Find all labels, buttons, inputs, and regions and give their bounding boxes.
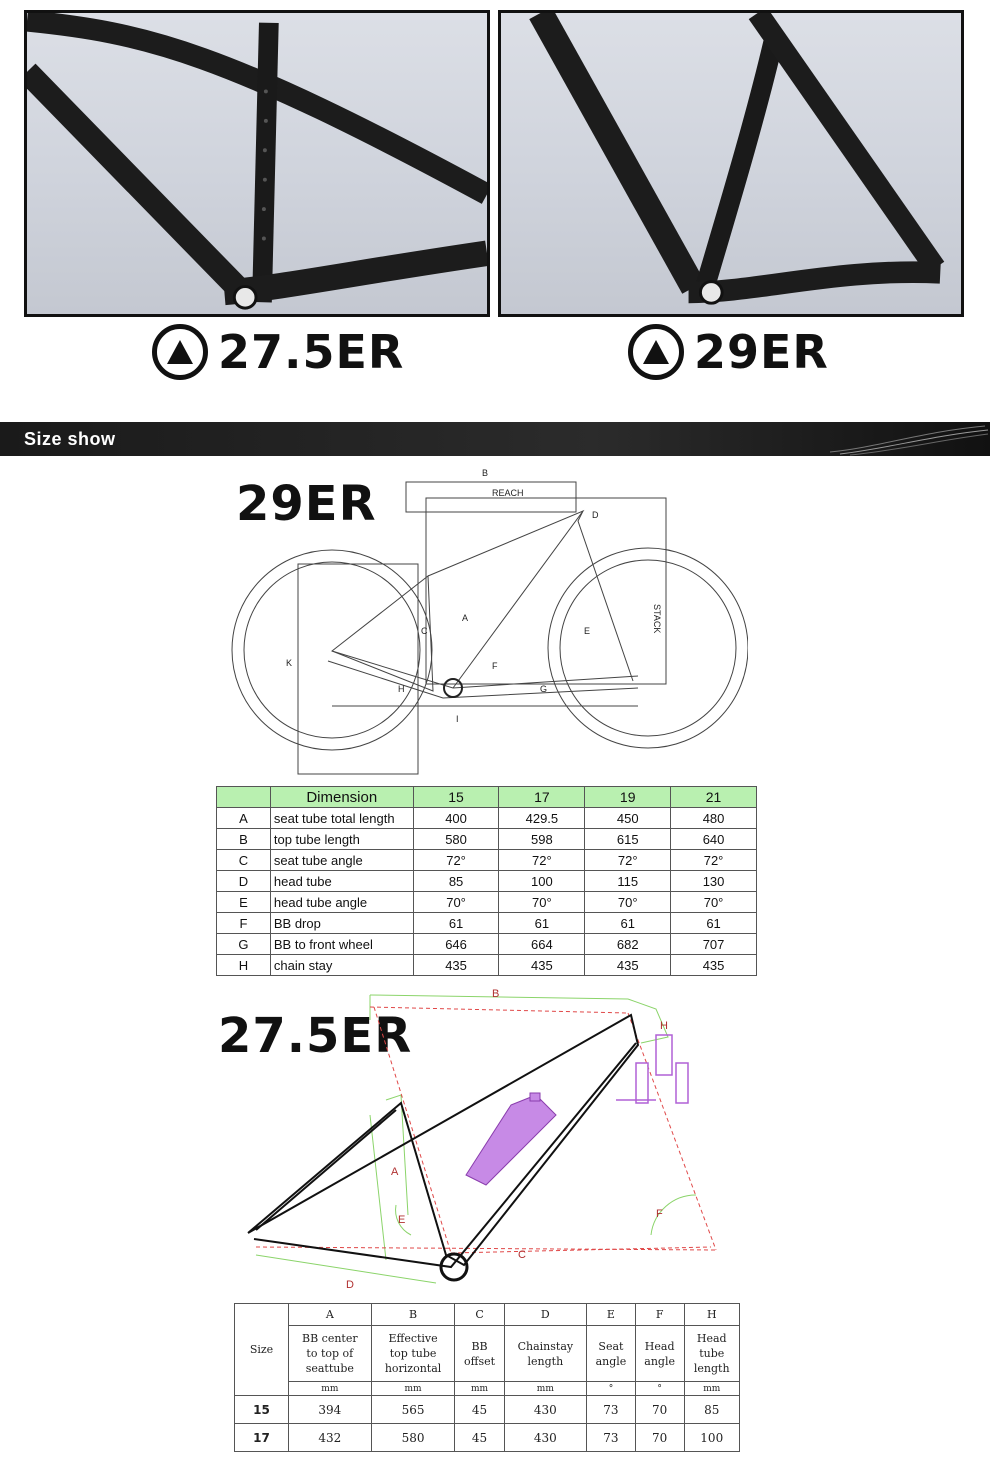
row-value: 61 xyxy=(413,913,499,934)
row-value: 707 xyxy=(671,934,757,955)
label-29-text: 29ER xyxy=(694,325,829,379)
heading-29: 29ER xyxy=(236,476,377,532)
geometry-table-275 xyxy=(234,1303,740,1452)
col-desc-line: seattube xyxy=(305,1362,354,1375)
row-value: 85 xyxy=(413,871,499,892)
row-value: 450 xyxy=(585,808,671,829)
table-row xyxy=(217,871,757,892)
row-value: 429.5 xyxy=(499,808,585,829)
col-desc xyxy=(289,1326,372,1382)
dim-g-label-29: G xyxy=(540,684,548,694)
dim-f-label-275: F xyxy=(656,1208,663,1220)
col-unit: mm xyxy=(289,1382,372,1396)
col-desc-line: BB center xyxy=(302,1332,358,1345)
col-desc-line: length xyxy=(693,1362,730,1375)
row-value: 394 xyxy=(289,1396,372,1424)
row-value: 45 xyxy=(455,1396,504,1424)
row-value: 100 xyxy=(684,1424,740,1452)
dim-a-label-29: A xyxy=(462,613,469,623)
row-letter: C xyxy=(217,850,271,871)
row-letter: E xyxy=(217,892,271,913)
col-desc-line: offset xyxy=(464,1354,496,1368)
col-desc xyxy=(684,1326,740,1382)
row-desc: BB to front wheel xyxy=(270,934,413,955)
row-value: 130 xyxy=(671,871,757,892)
col-desc-line: Head xyxy=(696,1332,727,1345)
row-value: 72° xyxy=(671,850,757,871)
row-value: 70 xyxy=(635,1424,684,1452)
col-desc-line: Seat xyxy=(598,1339,624,1353)
col-letter: C xyxy=(455,1304,504,1326)
row-value: 45 xyxy=(455,1424,504,1452)
row-letter: D xyxy=(217,871,271,892)
row-value: 72° xyxy=(413,850,499,871)
row-value: 435 xyxy=(413,955,499,976)
row-desc: top tube length xyxy=(270,829,413,850)
geometry-diagram-275 xyxy=(236,985,746,1297)
table-29-header-size: 19 xyxy=(585,787,671,808)
col-letter: H xyxy=(684,1304,740,1326)
row-value: 435 xyxy=(585,955,671,976)
row-value: 61 xyxy=(499,913,585,934)
table-row xyxy=(217,955,757,976)
row-size: 17 xyxy=(235,1424,289,1452)
col-unit: ° xyxy=(635,1382,684,1396)
table-row xyxy=(217,829,757,850)
table-row xyxy=(217,850,757,871)
dim-d-label-29: D xyxy=(592,510,599,520)
row-value: 598 xyxy=(499,829,585,850)
col-desc-line: angle xyxy=(644,1354,675,1368)
table-29-header-blank xyxy=(217,787,271,808)
col-desc-line: top tube xyxy=(389,1347,437,1360)
col-desc-line: BB xyxy=(471,1339,488,1353)
frame-photo-275 xyxy=(24,10,490,317)
table-row xyxy=(235,1424,740,1452)
row-value: 435 xyxy=(499,955,585,976)
dim-d-label-275: D xyxy=(346,1279,354,1291)
row-letter: F xyxy=(217,913,271,934)
table-29-header-dimension: Dimension xyxy=(270,787,413,808)
dim-c-label-29: C xyxy=(421,626,428,636)
table-row xyxy=(235,1396,740,1424)
col-letter: B xyxy=(371,1304,455,1326)
row-value: 400 xyxy=(413,808,499,829)
table-29-header-size: 21 xyxy=(671,787,757,808)
col-desc-line: Head xyxy=(644,1339,675,1353)
dim-e-label-275: E xyxy=(398,1214,406,1226)
row-value: 480 xyxy=(671,808,757,829)
row-value: 70° xyxy=(499,892,585,913)
dim-b-label-29: B xyxy=(482,468,489,478)
row-value: 580 xyxy=(371,1424,455,1452)
col-unit: mm xyxy=(455,1382,504,1396)
row-value: 565 xyxy=(371,1396,455,1424)
row-value: 580 xyxy=(413,829,499,850)
swoosh-decoration xyxy=(820,422,990,456)
row-desc: head tube xyxy=(270,871,413,892)
frame-photo-29-image xyxy=(501,13,961,314)
col-letter: E xyxy=(587,1304,636,1326)
geometry-table-29 xyxy=(216,786,757,976)
geometry-diagram-29 xyxy=(228,466,748,776)
dim-i-label-29: I xyxy=(456,714,459,724)
row-value: 664 xyxy=(499,934,585,955)
row-value: 72° xyxy=(585,850,671,871)
col-desc xyxy=(635,1326,684,1382)
size-header: Size xyxy=(235,1304,289,1396)
col-unit: mm xyxy=(504,1382,587,1396)
section-bar xyxy=(0,422,990,456)
table-275-unit-row xyxy=(235,1382,740,1396)
row-value: 73 xyxy=(587,1424,636,1452)
row-size: 15 xyxy=(235,1396,289,1424)
col-letter: D xyxy=(504,1304,587,1326)
dim-f-label-29: F xyxy=(492,661,498,671)
reach-label: REACH xyxy=(492,488,524,498)
dim-h-label-29: H xyxy=(398,684,405,694)
dim-k-label-29: K xyxy=(286,658,293,668)
table-275-desc-row xyxy=(235,1326,740,1382)
label-275 xyxy=(152,322,404,382)
frame-photo-29 xyxy=(498,10,964,317)
table-29-header-row xyxy=(217,787,757,808)
row-value: 646 xyxy=(413,934,499,955)
row-value: 432 xyxy=(289,1424,372,1452)
row-value: 85 xyxy=(684,1396,740,1424)
row-value: 100 xyxy=(499,871,585,892)
col-unit: mm xyxy=(684,1382,740,1396)
triangle-frame-icon xyxy=(152,324,208,380)
row-value: 70° xyxy=(413,892,499,913)
dim-e-label-29: E xyxy=(584,626,591,636)
table-row xyxy=(217,808,757,829)
row-value: 615 xyxy=(585,829,671,850)
col-desc-line: length xyxy=(527,1354,564,1368)
col-desc-line: tube xyxy=(699,1347,725,1360)
col-letter: F xyxy=(635,1304,684,1326)
row-value: 430 xyxy=(504,1396,587,1424)
dim-b-label-275: B xyxy=(492,988,500,1000)
row-value: 70° xyxy=(585,892,671,913)
row-desc: head tube angle xyxy=(270,892,413,913)
col-desc xyxy=(455,1326,504,1382)
col-desc-line: horizontal xyxy=(384,1362,442,1375)
row-value: 70 xyxy=(635,1396,684,1424)
dim-a-label-275: A xyxy=(391,1166,399,1178)
section-title: Size show xyxy=(24,429,116,449)
col-desc xyxy=(504,1326,587,1382)
col-desc xyxy=(587,1326,636,1382)
col-desc xyxy=(371,1326,455,1382)
col-unit: mm xyxy=(371,1382,455,1396)
row-desc: seat tube angle xyxy=(270,850,413,871)
row-value: 640 xyxy=(671,829,757,850)
row-letter: H xyxy=(217,955,271,976)
table-29-header-size: 15 xyxy=(413,787,499,808)
heading-275: 27.5ER xyxy=(218,1008,413,1064)
col-letter: A xyxy=(289,1304,372,1326)
row-value: 435 xyxy=(671,955,757,976)
table-row xyxy=(217,934,757,955)
table-275-letter-row xyxy=(235,1304,740,1326)
col-desc-line: Chainstay xyxy=(517,1339,574,1353)
col-desc-line: to top of xyxy=(306,1347,354,1360)
table-29-header-size: 17 xyxy=(499,787,585,808)
row-letter: G xyxy=(217,934,271,955)
table-row xyxy=(217,913,757,934)
row-value: 61 xyxy=(585,913,671,934)
dim-c-label-275: C xyxy=(518,1249,526,1261)
label-29 xyxy=(628,322,829,382)
label-275-text: 27.5ER xyxy=(218,325,405,379)
table-row xyxy=(217,892,757,913)
row-value: 115 xyxy=(585,871,671,892)
row-value: 682 xyxy=(585,934,671,955)
row-desc: chain stay xyxy=(270,955,413,976)
row-desc: seat tube total length xyxy=(270,808,413,829)
col-unit: ° xyxy=(587,1382,636,1396)
row-value: 70° xyxy=(671,892,757,913)
row-value: 61 xyxy=(671,913,757,934)
col-desc-line: angle xyxy=(595,1354,627,1368)
stack-label: STACK xyxy=(652,604,662,634)
triangle-frame-icon xyxy=(628,324,684,380)
row-letter: B xyxy=(217,829,271,850)
row-value: 72° xyxy=(499,850,585,871)
dim-h-label-275: H xyxy=(660,1020,668,1032)
row-desc: BB drop xyxy=(270,913,413,934)
row-value: 430 xyxy=(504,1424,587,1452)
frame-photo-275-image xyxy=(27,13,487,314)
row-letter: A xyxy=(217,808,271,829)
col-desc-line: Effective xyxy=(388,1332,438,1345)
row-value: 73 xyxy=(587,1396,636,1424)
